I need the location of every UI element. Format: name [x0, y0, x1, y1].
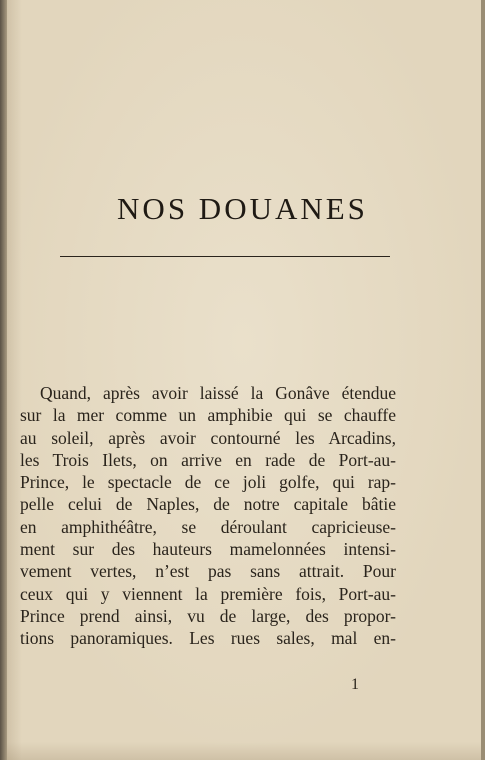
text-line: Prince prend ainsi, vu de large, des propor- [20, 605, 396, 626]
title-divider-rule [60, 256, 390, 257]
text-line: au soleil, après avoir contourné les Arcadins, [20, 427, 396, 448]
text-line: sur la mer comme un amphibie qui se chauffe [20, 405, 396, 426]
body-paragraph [20, 382, 396, 650]
text-line: Prince, le spectacle de ce joli golfe, qui rap- [20, 472, 396, 493]
page-number: 1 [351, 676, 359, 693]
text-line: Quand, après avoir laissé la Gonâve étendue [40, 383, 396, 403]
page-right-edge [481, 0, 485, 760]
text-line: tions panoramiques. Les rues sales, mal en- [20, 628, 396, 649]
text-line: les Trois Ilets, on arrive en rade de Port-au- [20, 449, 396, 470]
text-line: vement vertes, n’est pas sans attrait. Pour [20, 561, 396, 582]
text-line: ceux qui y viennent la première fois, Port-au- [20, 583, 396, 604]
chapter-title: NOS DOUANES [117, 190, 368, 226]
text-line: en amphithéâtre, se déroulant capricieuse- [20, 516, 396, 537]
page-left-edge [0, 0, 7, 760]
text-line: pelle celui de Naples, de notre capitale bâtie [20, 494, 396, 515]
text-line: ment sur des hauteurs mamelonnées intensi- [20, 539, 396, 560]
